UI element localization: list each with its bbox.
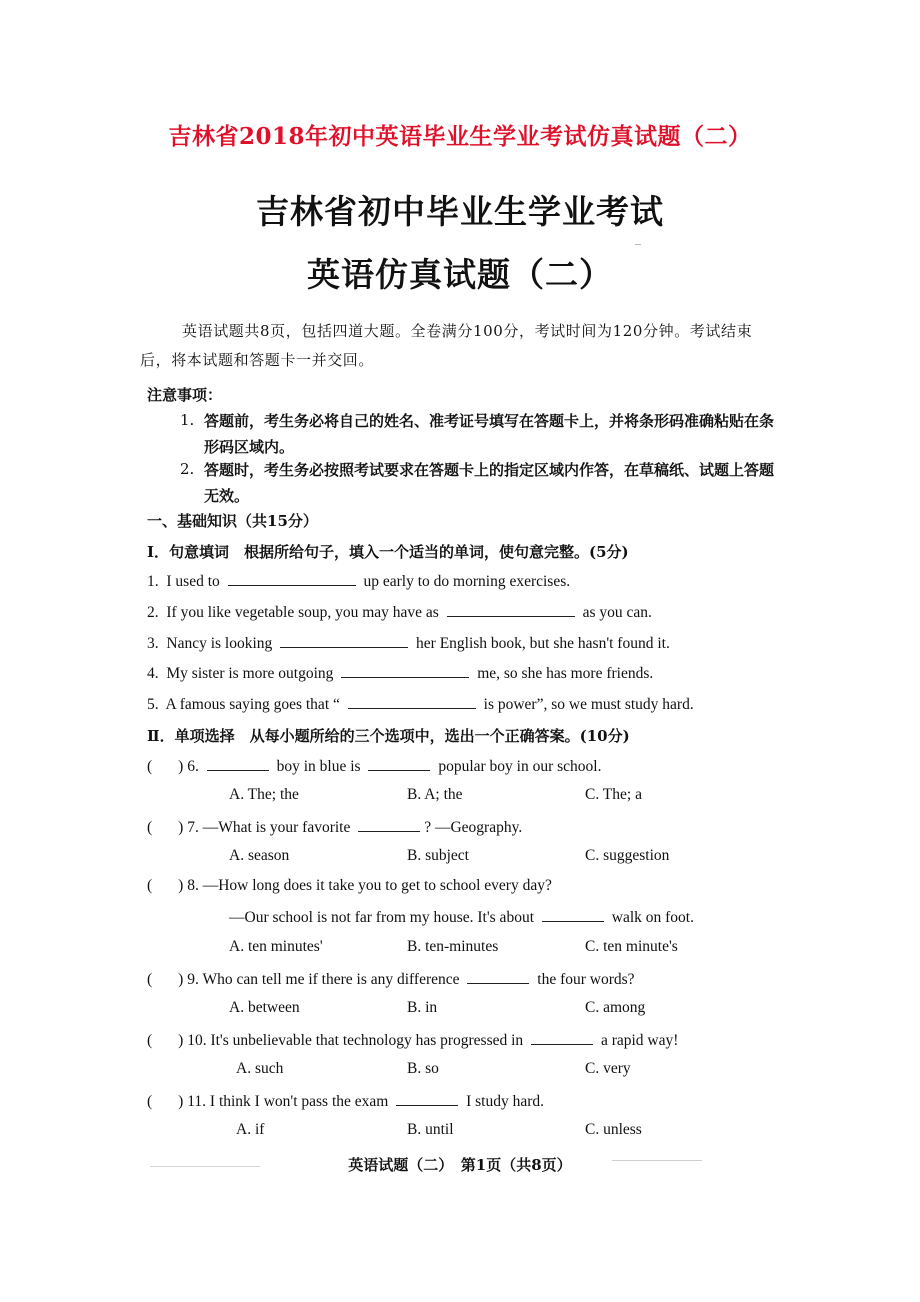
option-a[interactable]: A. if xyxy=(236,1121,265,1138)
question: 4. My sister is more outgoing me, so she has more friends. xyxy=(147,665,654,682)
question: ( ) 7. —What is your favorite ? —Geography. xyxy=(147,819,523,836)
option-b[interactable]: B. subject xyxy=(407,847,469,864)
section-heading: Ⅱ．单项选择 从每小题所给的三个选项中，选出一个正确答案。(10分) xyxy=(147,727,630,745)
option-c[interactable]: C. The; a xyxy=(585,786,642,803)
option-b[interactable]: B. so xyxy=(407,1060,439,1077)
option-a[interactable]: A. season xyxy=(229,847,290,864)
option-c[interactable]: C. ten minute's xyxy=(585,938,678,955)
exam-subtitle: 英语仿真试题（二） xyxy=(307,255,613,294)
option-b[interactable]: B. A; the xyxy=(407,786,463,803)
exam-intro: 英语试题共8页，包括四道大题。全卷满分100分，考试时间为120分钟。考试结束后，将本试题和答题卡一并交回。 xyxy=(140,322,753,369)
answer-blank[interactable] xyxy=(368,756,430,771)
answer-blank[interactable] xyxy=(341,663,469,678)
answer-blank[interactable] xyxy=(207,756,269,771)
answer-blank[interactable] xyxy=(542,907,604,922)
section-heading: Ⅰ．句意填词 根据所给句子，填入一个适当的单词，使句意完整。(5分) xyxy=(147,543,629,561)
note-text: 答题前，考生务必将自己的姓名、准考证号填写在答题卡上，并将条形码准确粘贴在条形码区域内。 xyxy=(204,412,775,456)
question: 1. I used to up early to do morning exercises. xyxy=(147,573,571,590)
answer-blank[interactable] xyxy=(280,633,408,648)
option-c[interactable]: C. unless xyxy=(585,1121,642,1138)
notes-heading: 注意事项： xyxy=(147,386,223,404)
document-source-title: 吉林省2018年初中英语毕业生学业考试仿真试题（二） xyxy=(168,123,752,150)
question: 2. If you like vegetable soup, you may have as as you can. xyxy=(147,604,652,621)
option-b[interactable]: B. ten-minutes xyxy=(407,938,499,955)
option-a[interactable]: A. ten minutes' xyxy=(229,938,323,955)
question: ( ) 9. Who can tell me if there is any difference the four words? xyxy=(147,971,635,988)
answer-blank[interactable] xyxy=(531,1030,593,1045)
question-continuation: —Our school is not far from my house. It's about walk on foot. xyxy=(229,909,694,926)
question: 3. Nancy is looking her English book, but she hasn't found it. xyxy=(147,635,670,652)
option-c[interactable]: C. very xyxy=(585,1060,631,1077)
note-number: 1. xyxy=(180,411,195,429)
option-c[interactable]: C. among xyxy=(585,999,646,1016)
option-a[interactable]: A. The; the xyxy=(229,786,299,803)
exam-title: 吉林省初中毕业生学业考试 xyxy=(256,192,664,231)
option-b[interactable]: B. until xyxy=(407,1121,454,1138)
answer-blank[interactable] xyxy=(348,694,476,709)
answer-blank[interactable] xyxy=(467,969,529,984)
note-text: 答题时，考生务必按照考试要求在答题卡上的指定区域内作答，在草稿纸、试题上答题无效。 xyxy=(204,461,775,505)
question: ( ) 8. —How long does it take you to get to school every day? xyxy=(147,877,552,894)
option-a[interactable]: A. between xyxy=(229,999,300,1016)
part-heading: 一、基础知识（共15分） xyxy=(147,512,318,530)
answer-blank[interactable] xyxy=(447,602,575,617)
question: ( ) 10. It's unbelievable that technology has progressed in a rapid way! xyxy=(147,1032,679,1049)
answer-blank[interactable] xyxy=(396,1091,458,1106)
scan-artifact xyxy=(635,244,641,245)
option-b[interactable]: B. in xyxy=(407,999,438,1016)
question: ( ) 6. boy in blue is popular boy in our school. xyxy=(147,758,602,775)
page-footer: 英语试题（二） 第1页（共8页） xyxy=(348,1156,572,1174)
answer-blank[interactable] xyxy=(358,817,420,832)
question: 5. A famous saying goes that “ is power”, so we must study hard. xyxy=(147,696,694,713)
question: ( ) 11. I think I won't pass the exam I study hard. xyxy=(147,1093,545,1110)
note-number: 2. xyxy=(180,460,195,478)
option-c[interactable]: C. suggestion xyxy=(585,847,670,864)
answer-blank[interactable] xyxy=(228,571,356,586)
option-a[interactable]: A. such xyxy=(236,1060,284,1077)
